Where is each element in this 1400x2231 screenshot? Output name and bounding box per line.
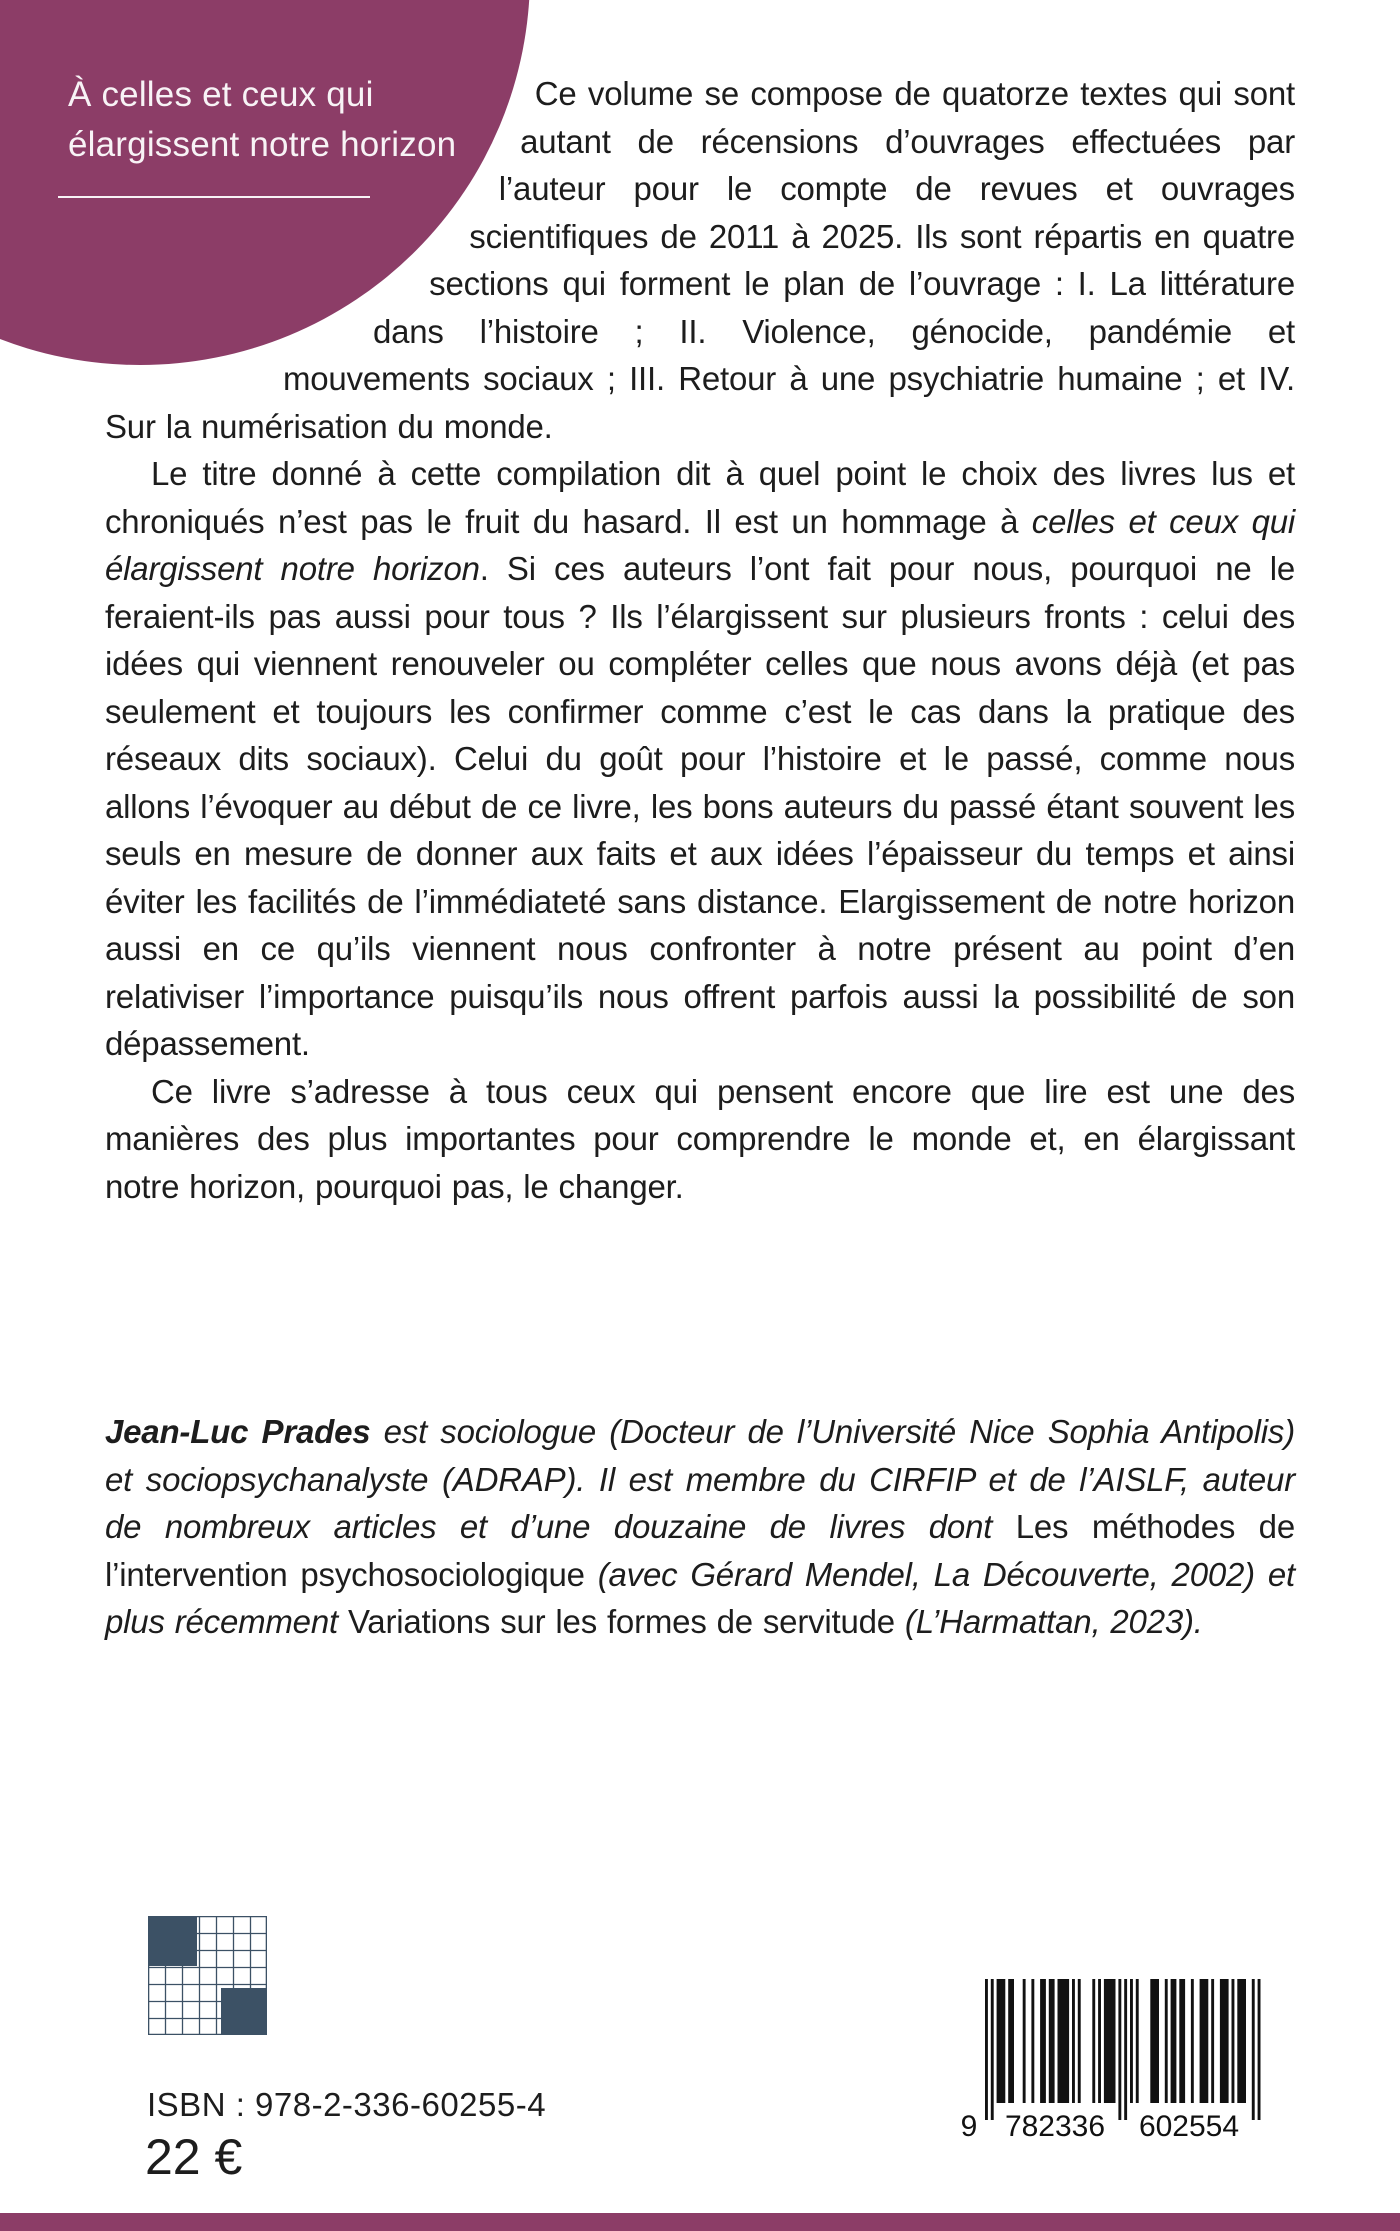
- bio-run-2: (avec Gérard Mendel, La Découverte, 2002) et plus récemment: [105, 1555, 1295, 1640]
- synopsis-paragraph-1: Ce volume se compose de quatorze textes qui sont autant de récensions d’ouvrages effectuées par l’auteur pour le compte de revues et ouvrages scientifiques de 2011 à 2025. Ils sont répartis en quatre sections qui forment le plan de l’ouvrage : I. La littérature dans l’histoire ; II. Violence, génocide, pandémie et mouvements sociaux ; III. Retour à une psychiatrie humaine ; et IV. Sur la numérisation du monde.: [105, 75, 1295, 445]
- book-title-1: Les méthodes de l’intervention psychosociologique: [105, 1508, 1295, 1593]
- synopsis-text: [105, 70, 1295, 1210]
- book-title-2: Variations sur les formes de servitude: [347, 1603, 895, 1640]
- price-text: 22 €: [145, 2129, 243, 2185]
- barcode-left-digits: 782336: [1004, 2110, 1106, 2139]
- author-bio: [105, 1408, 1295, 1646]
- publisher-logo-grid-icon: [148, 1916, 267, 2035]
- synopsis-paragraph-3: Ce livre s’adresse à tous ceux qui pensent encore que lire est une des manières des plus importantes pour comprendre le monde et, en élargissant notre horizon, pourquoi pas, le changer.: [105, 1072, 1295, 1205]
- book-motto-italic: celles et ceux qui élargissent notre horizon: [105, 502, 1296, 587]
- bio-run-3: (L’Harmattan, 2023).: [894, 1603, 1203, 1640]
- ean13-barcode: [955, 1979, 1275, 2139]
- barcode-first-digit: 9: [960, 2110, 978, 2139]
- bottom-accent-bar: [0, 2213, 1400, 2231]
- bio-run-1: est sociologue (Docteur de l’Université Nice Sophia Antipolis) et sociopsychanalyste (ADRAP). Il est membre du CIRFIP et de l’AISLF, auteur de nombreux articles et d’une douzaine de livres dont: [105, 1413, 1295, 1545]
- synopsis-p2-run-2: . Si ces auteurs l’ont fait pour nous, pourquoi ne le feraient-ils pas aussi pour tous ? Ils l’élargissent sur plusieurs fronts : celui des idées qui viennent renouveler ou compléter celles que nous avons déjà (et pas seulement et toujours les confirmer comme c’est le cas dans la pratique des réseaux dits sociaux). Celui du goût pour l’histoire et le passé, comme nous allons l’évoquer au début de ce livre, les bons auteurs du passé étant souvent les seuls en mesure de donner aux faits et aux idées l’épaisseur du temps et ainsi éviter les facilités de l’immédiateté sans distance. Elargissement de notre horizon aussi en ce qu’ils viennent nous confronter à notre présent au point d’en relativiser l’importance puisqu’ils nous offrent parfois aussi la possibilité de son dépassement.: [105, 550, 1295, 1062]
- barcode-right-digits: 602554: [1138, 2110, 1240, 2139]
- isbn-text: ISBN : 978-2-336-60255-4: [147, 2086, 547, 2123]
- synopsis-p2-run-1: Le titre donné à cette compilation dit à quel point le choix des livres lus et chroniqués n’est pas le fruit du hasard. Il est un hommage à: [105, 455, 1295, 540]
- dedication-line-1: À celles et ceux qui: [68, 75, 374, 114]
- author-name: Jean-Luc Prades: [105, 1413, 371, 1450]
- synopsis-paragraph-2: [105, 450, 1295, 1068]
- dedication-line-2: élargissent notre horizon: [68, 125, 457, 164]
